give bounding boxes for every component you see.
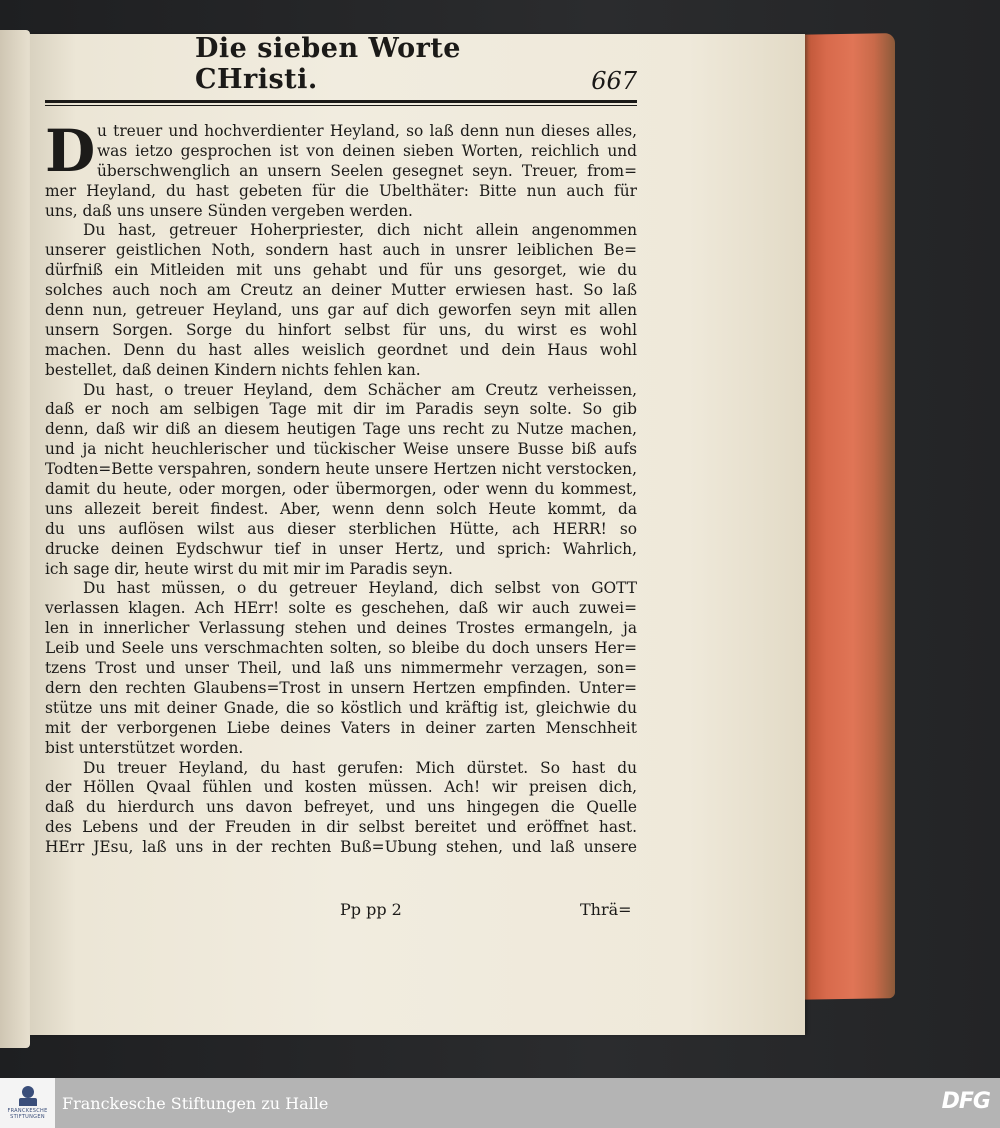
- page-header: [45, 33, 637, 95]
- text-line: du uns auflösen wilst aus dieser sterblichen Hütte, ach HERR! so: [45, 519, 637, 538]
- text-line: denn nun, getreuer Heyland, uns gar auf dich geworfen seyn mit allen: [45, 301, 637, 320]
- body-text: [45, 117, 637, 858]
- signature-mark: Pp pp 2: [340, 900, 402, 919]
- logo-text-line1: FRANCKESCHE: [7, 1108, 48, 1114]
- text-line: denn, daß wir diß an diesem heutigen Tage uns recht zu Nutze machen,: [45, 420, 637, 439]
- header-rule: [45, 100, 637, 103]
- text-line: uns allezeit bereit findest. Aber, wenn denn solch Heute kommt, da: [45, 499, 637, 518]
- catchword: Thrä=: [580, 900, 632, 919]
- text-line: damit du heute, oder morgen, oder übermorgen, oder wenn du kommest,: [45, 480, 637, 499]
- text-line: verlassen klagen. Ach HErr! solte es geschehen, daß wir auch zuwei=: [45, 599, 637, 618]
- text-line: daß er noch am selbigen Tage mit dir im Paradis seyn solte. So gib: [45, 400, 637, 419]
- text-line: Du hast, o treuer Heyland, dem Schächer am Creutz verheissen,: [83, 380, 637, 399]
- text-line: HErr JEsu, laß uns in der rechten Buß=Ubung stehen, und laß unsere: [45, 838, 637, 857]
- institution-name[interactable]: Franckesche Stiftungen zu Halle: [62, 1093, 329, 1113]
- text-line: Todten=Bette verspahren, sondern heute unsere Hertzen nicht verstocken,: [45, 460, 637, 479]
- text-line: ich sage dir, heute wirst du mit mir im Paradis seyn.: [45, 559, 453, 578]
- text-line: solches auch noch am Creutz an deiner Mutter erwiesen hast. So laß: [45, 281, 637, 300]
- text-line: daß du hierdurch uns davon befreyet, und uns hingegen die Quelle: [45, 798, 637, 817]
- text-line: uns, daß uns unsere Sünden vergeben werden.: [45, 201, 413, 220]
- page-number: 667: [591, 67, 637, 95]
- text-line: unserer geistlichen Noth, sondern hast auch in unsrer leiblichen Be=: [45, 241, 637, 260]
- text-line: des Lebens und der Freuden in dir selbst bereitet und eröffnet hast.: [45, 818, 637, 837]
- text-line: mit der verborgenen Liebe deines Vaters in deiner zarten Menschheit: [45, 718, 637, 737]
- text-line: Du treuer Heyland, du hast gerufen: Mich dürstet. So hast du: [83, 758, 637, 777]
- logo-text-line2: STIFTUNGEN: [10, 1114, 45, 1120]
- dfg-logo[interactable]: DFG: [941, 1089, 990, 1114]
- text-line: Du hast müssen, o du getreuer Heyland, dich selbst von GOTT: [83, 579, 637, 598]
- text-line: und ja nicht heuchlerischer und tückischer Weise unsere Busse biß aufs: [45, 440, 637, 459]
- orphan-statue-icon: [19, 1086, 37, 1106]
- text-line: len in innerlicher Verlassung stehen und deines Trostes ermangeln, ja: [45, 619, 637, 638]
- previous-page-edge: [0, 30, 30, 1048]
- text-line: tzens Trost und unser Theil, und laß uns nimmermehr verzagen, son=: [45, 659, 637, 678]
- text-line: der Höllen Qvaal fühlen und kosten müssen. Ach! wir preisen dich,: [45, 778, 637, 797]
- text-line: u treuer und hochverdienter Heyland, so laß denn nun dieses alles,: [97, 122, 637, 140]
- drop-cap: D: [45, 117, 96, 185]
- text-line: mer Heyland, du hast gebeten für die Ubelthäter: Bitte nun auch für: [45, 181, 637, 200]
- institution-logo[interactable]: [0, 1078, 55, 1128]
- text-line: bestellet, daß deinen Kindern nichts fehlen kan.: [45, 360, 421, 379]
- logo-text: [7, 1108, 47, 1120]
- text-line: Leib und Seele uns verschmachten solten, so bleibe du doch unsers Her=: [45, 639, 637, 658]
- text-line: dürfniß ein Mitleiden mit uns gehabt und für uns gesorget, wie du: [45, 261, 637, 280]
- text-line: was ietzo gesprochen ist von deinen sieben Worten, reichlich und: [97, 141, 637, 160]
- text-line: dern den rechten Glaubens=Trost in unsern Hertzen empfinden. Unter=: [45, 678, 637, 697]
- text-line: unsern Sorgen. Sorge du hinfort selbst für uns, du wirst es wohl: [45, 320, 637, 339]
- text-line: Du hast, getreuer Hoherpriester, dich nicht allein angenommen: [83, 221, 637, 240]
- text-line: stütze uns mit deiner Gnade, die so köstlich und kräftig ist, gleichwie du: [45, 698, 637, 717]
- text-line: drucke deinen Eydschwur tief in unser Hertz, und sprich: Wahrlich,: [45, 539, 637, 558]
- book-page-block-edge: [790, 33, 895, 1000]
- running-head: Die sieben Worte CHristi.: [195, 33, 461, 95]
- text-line: überschwenglich an unsern Seelen gesegnet seyn. Treuer, from=: [97, 161, 637, 180]
- header-rule-thin: [45, 105, 637, 106]
- footer-bar: [0, 1078, 1000, 1128]
- text-line: machen. Denn du hast alles weislich geordnet und dein Haus wohl: [45, 340, 637, 359]
- text-line: bist unterstützet worden.: [45, 738, 244, 757]
